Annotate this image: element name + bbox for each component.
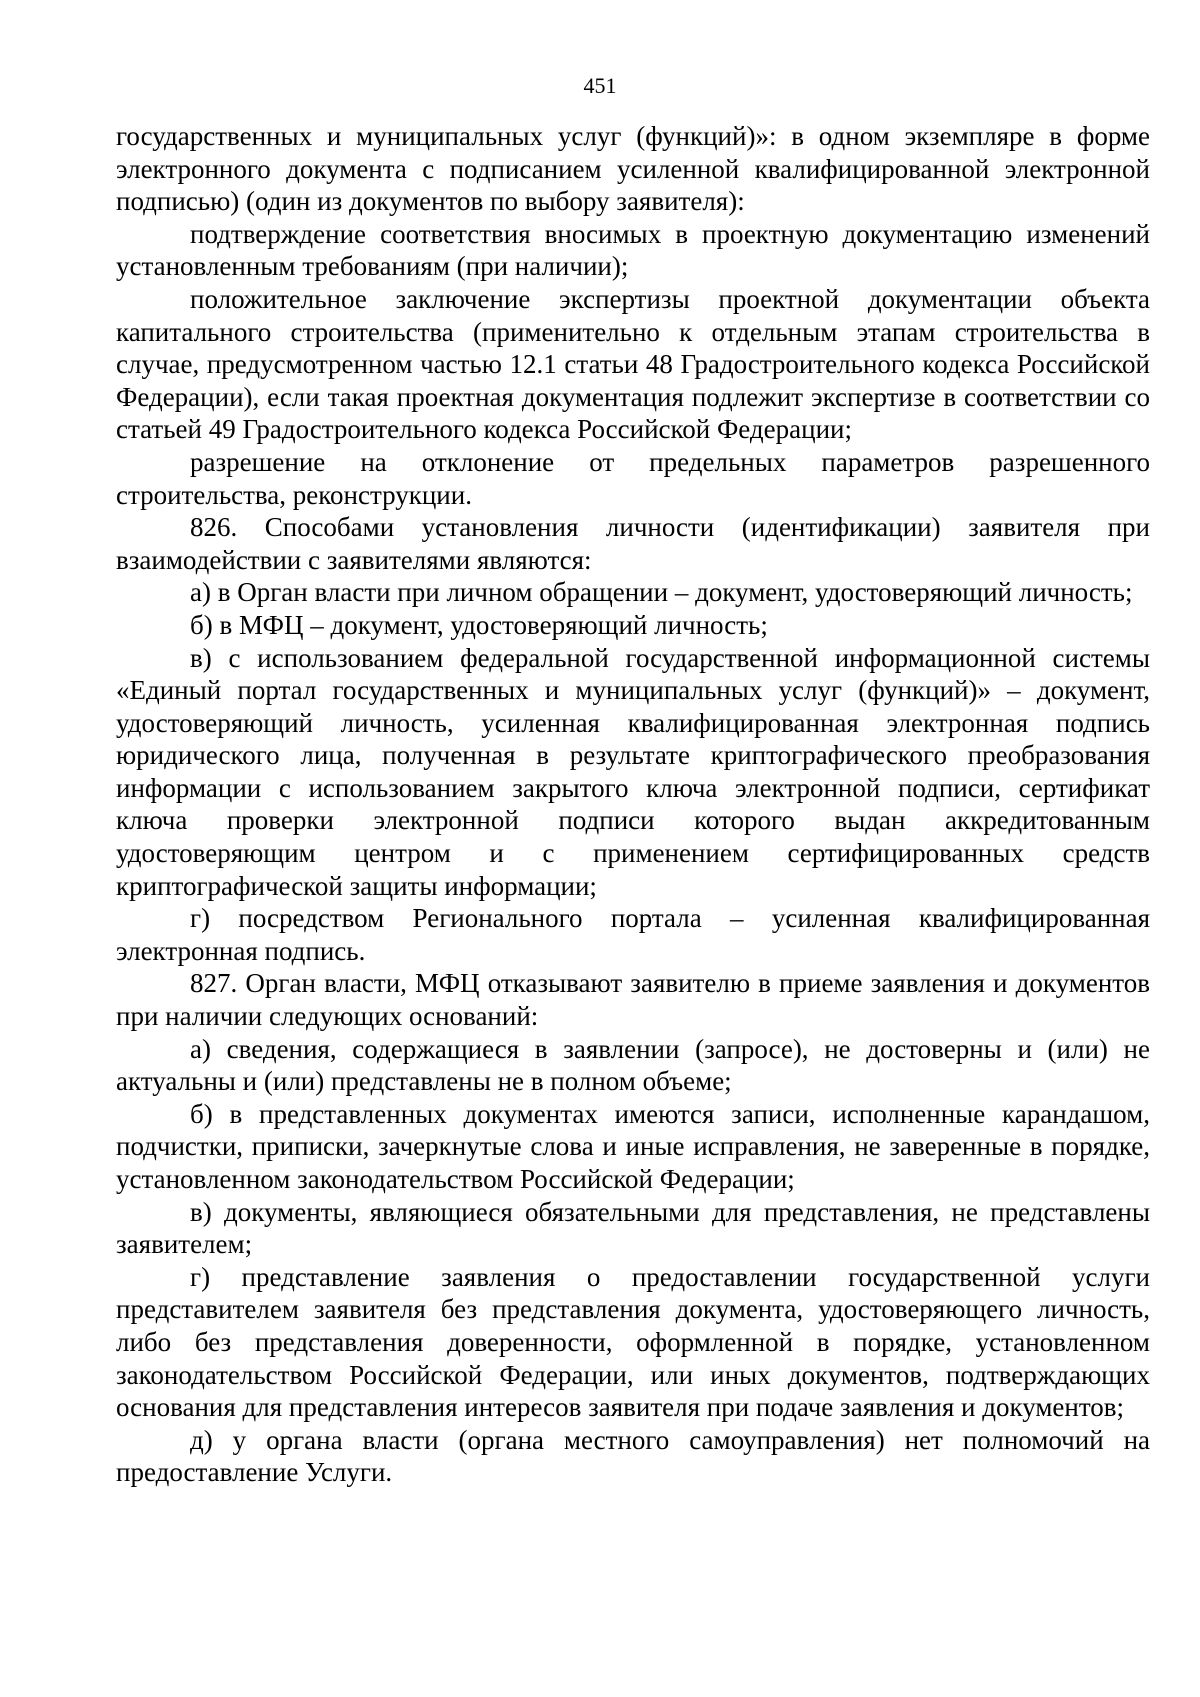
list-item: б) в представленных документах имеются записи, исполненные карандашом, подчистки, приписки, зачеркнутые слова и иные исправления, не заверенные в порядке, установленном законодательством Российской Федерации; [116,1098,1150,1194]
list-item: а) сведения, содержащиеся в заявлении (запросе), не достоверны и (или) не актуальны и (или) представлены не в полном объеме; [116,1033,1150,1097]
list-item: г) посредством Регионального портала – усиленная квалифицированная электронная подпись. [116,903,1150,966]
list-item: в) с использованием федеральной государственной информационной системы «Единый портал государственных и муниципальных услуг (функций)» – документ, удостоверяющий личность, усиленная квалифицированная электронная подпись юридического лица, полученная в результате криптографического преобразования информации с использованием закрытого ключа электронной подписи, сертификат ключа проверки электронной подписи которого выдан аккредитованным удостоверяющим центром и с применением сертифицированных средств криптографической защиты информации; [116,642,1150,901]
paragraph: разрешение на отклонение от предельных параметров разрешенного строительства, реконструкции. [116,446,1150,510]
document-body [116,120,1150,1489]
list-item: а) в Орган власти при личном обращении – документ, удостоверяющий личность; [190,577,1133,608]
paragraph: государственных и муниципальных услуг (функций)»: в одном экземпляре в форме электронного документа с подписанием усиленной квалифицированной электронной подписью) (один из документов по выбору заявителя): [116,121,1150,217]
paragraph-826: 826. Способами установления личности (идентификации) заявителя при взаимодействии с заявителями являются: [116,512,1150,575]
list-item: б) в МФЦ – документ, удостоверяющий личность; [190,609,768,640]
page-number: 451 [583,73,617,98]
paragraph: положительное заключение экспертизы проектной документации объекта капитального строительства (применительно к отдельным этапам строительства в случае, предусмотренном частью 12.1 статьи 48 Градостроительного кодекса Российской Федерации), если такая проектная документация подлежит экспертизе в соответствии со статьей 49 Градостроительного кодекса Российской Федерации; [116,283,1150,445]
list-item: в) документы, являющиеся обязательными для представления, не представлены заявителем; [116,1196,1150,1260]
paragraph: подтверждение соответствия вносимых в проектную документацию изменений установленным требованиям (при наличии); [116,218,1150,282]
list-item: д) у органа власти (органа местного самоуправления) нет полномочий на предоставление Услуги. [116,1424,1150,1488]
list-item: г) представление заявления о предоставлении государственной услуги представителем заявителя без представления документа, удостоверяющего личность, либо без представления доверенности, оформленной в порядке, установленном законодательством Российской Федерации, или иных документов, подтверждающих основания для представления интересов заявителя при подаче заявления и документов; [116,1261,1150,1423]
paragraph-827: 827. Орган власти, МФЦ отказывают заявителю в приеме заявления и документов при наличии следующих оснований: [116,968,1150,1032]
